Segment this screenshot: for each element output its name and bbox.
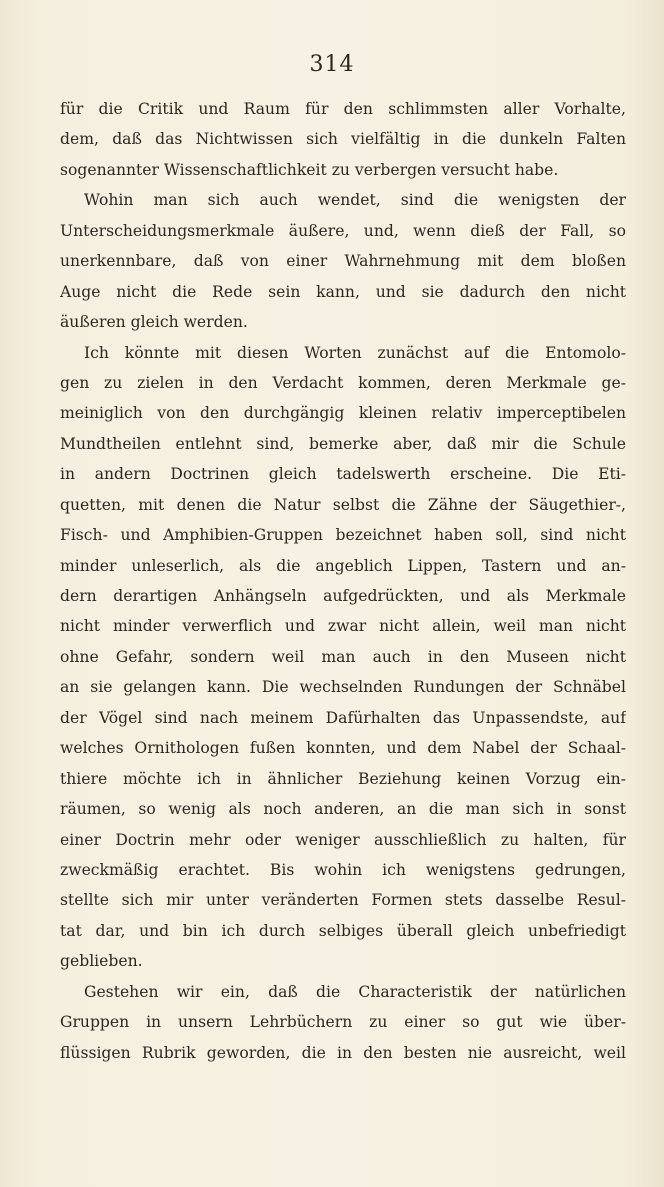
text-line: dern derartigen Anhängseln aufgedrückten, und als Merkmale	[60, 587, 626, 605]
text-line: der Vögel sind nach meinem Dafürhalten das Unpassendste, auf	[60, 708, 626, 727]
text-line: Gestehen wir ein, daß die Characteristik der natürlichen	[84, 982, 626, 1001]
text-line: an sie gelangen kann. Die wechselnden Rundungen der Schnäbel	[60, 678, 626, 697]
text-line: äußeren gleich werden.	[60, 313, 248, 332]
page-number: 314	[309, 52, 355, 77]
text-line: räumen, so wenig als noch anderen, an die man sich in sonst	[60, 800, 626, 819]
text-line: stellte sich mir unter veränderten Formen stets dasselbe Resul-	[60, 891, 626, 910]
text-line: geblieben.	[60, 952, 143, 971]
text-line: nicht minder verwerflich und zwar nicht allein, weil man nicht	[60, 617, 626, 636]
text-line: sogenannter Wissenschaftlichkeit zu verbergen versucht habe.	[60, 160, 559, 179]
text-line: einer Doctrin mehr oder weniger ausschließlich zu halten, für	[60, 830, 626, 849]
text-line: Gruppen in unsern Lehrbüchern zu einer so gut wie über-	[60, 1013, 626, 1032]
text-line: tat dar, und bin ich durch selbiges überall gleich unbefriedigt	[60, 921, 626, 940]
text-line: zweckmäßig erachtet. Bis wohin ich wenigstens gedrungen,	[60, 860, 626, 879]
text-line: Mundtheilen entlehnt sind, bemerke aber, daß mir die Schule	[60, 434, 626, 453]
text-line: gen zu zielen in den Verdacht kommen, deren Merkmale ge-	[60, 373, 626, 392]
text-line: Wohin man sich auch wendet, sind die wenigsten der	[84, 191, 626, 210]
text-line: dem, daß das Nichtwissen sich vielfältig in die dunkeln Falten	[60, 130, 626, 149]
text-line: thiere möchte ich in ähnlicher Beziehung keinen Vorzug ein-	[60, 769, 626, 788]
text-line: Fisch- und Amphibien-Gruppen bezeichnet haben soll, sind nicht	[60, 526, 626, 545]
text-line: welches Ornithologen fußen konnten, und dem Nabel der Schaal-	[60, 739, 626, 758]
text-line: ohne Gefahr, sondern weil man auch in den Museen nicht	[60, 647, 626, 666]
text-line: Ich könnte mit diesen Worten zunächst auf die Entomolo-	[84, 343, 626, 362]
text-line: unerkennbare, daß von einer Wahrnehmung mit dem bloßen	[60, 252, 626, 271]
body-text	[60, 94, 626, 1068]
text-line: minder unleserlich, als die angeblich Lippen, Tastern und an-	[60, 556, 626, 575]
text-line: Auge nicht die Rede sein kann, und sie dadurch den nicht	[60, 282, 626, 301]
text-line: in andern Doctrinen gleich tadelswerth erscheine. Die Eti-	[60, 465, 626, 484]
text-line: für die Critik und Raum für den schlimmsten aller Vorhalte,	[60, 100, 626, 118]
text-line: flüssigen Rubrik geworden, die in den besten nie ausreicht, weil	[60, 1043, 626, 1062]
text-line: Unterscheidungsmerkmale äußere, und, wenn dieß der Fall, so	[60, 221, 626, 240]
text-line: meiniglich von den durchgängig kleinen relativ imperceptibelen	[60, 404, 626, 423]
text-line: quetten, mit denen die Natur selbst die Zähne der Säugethier-,	[60, 495, 626, 514]
